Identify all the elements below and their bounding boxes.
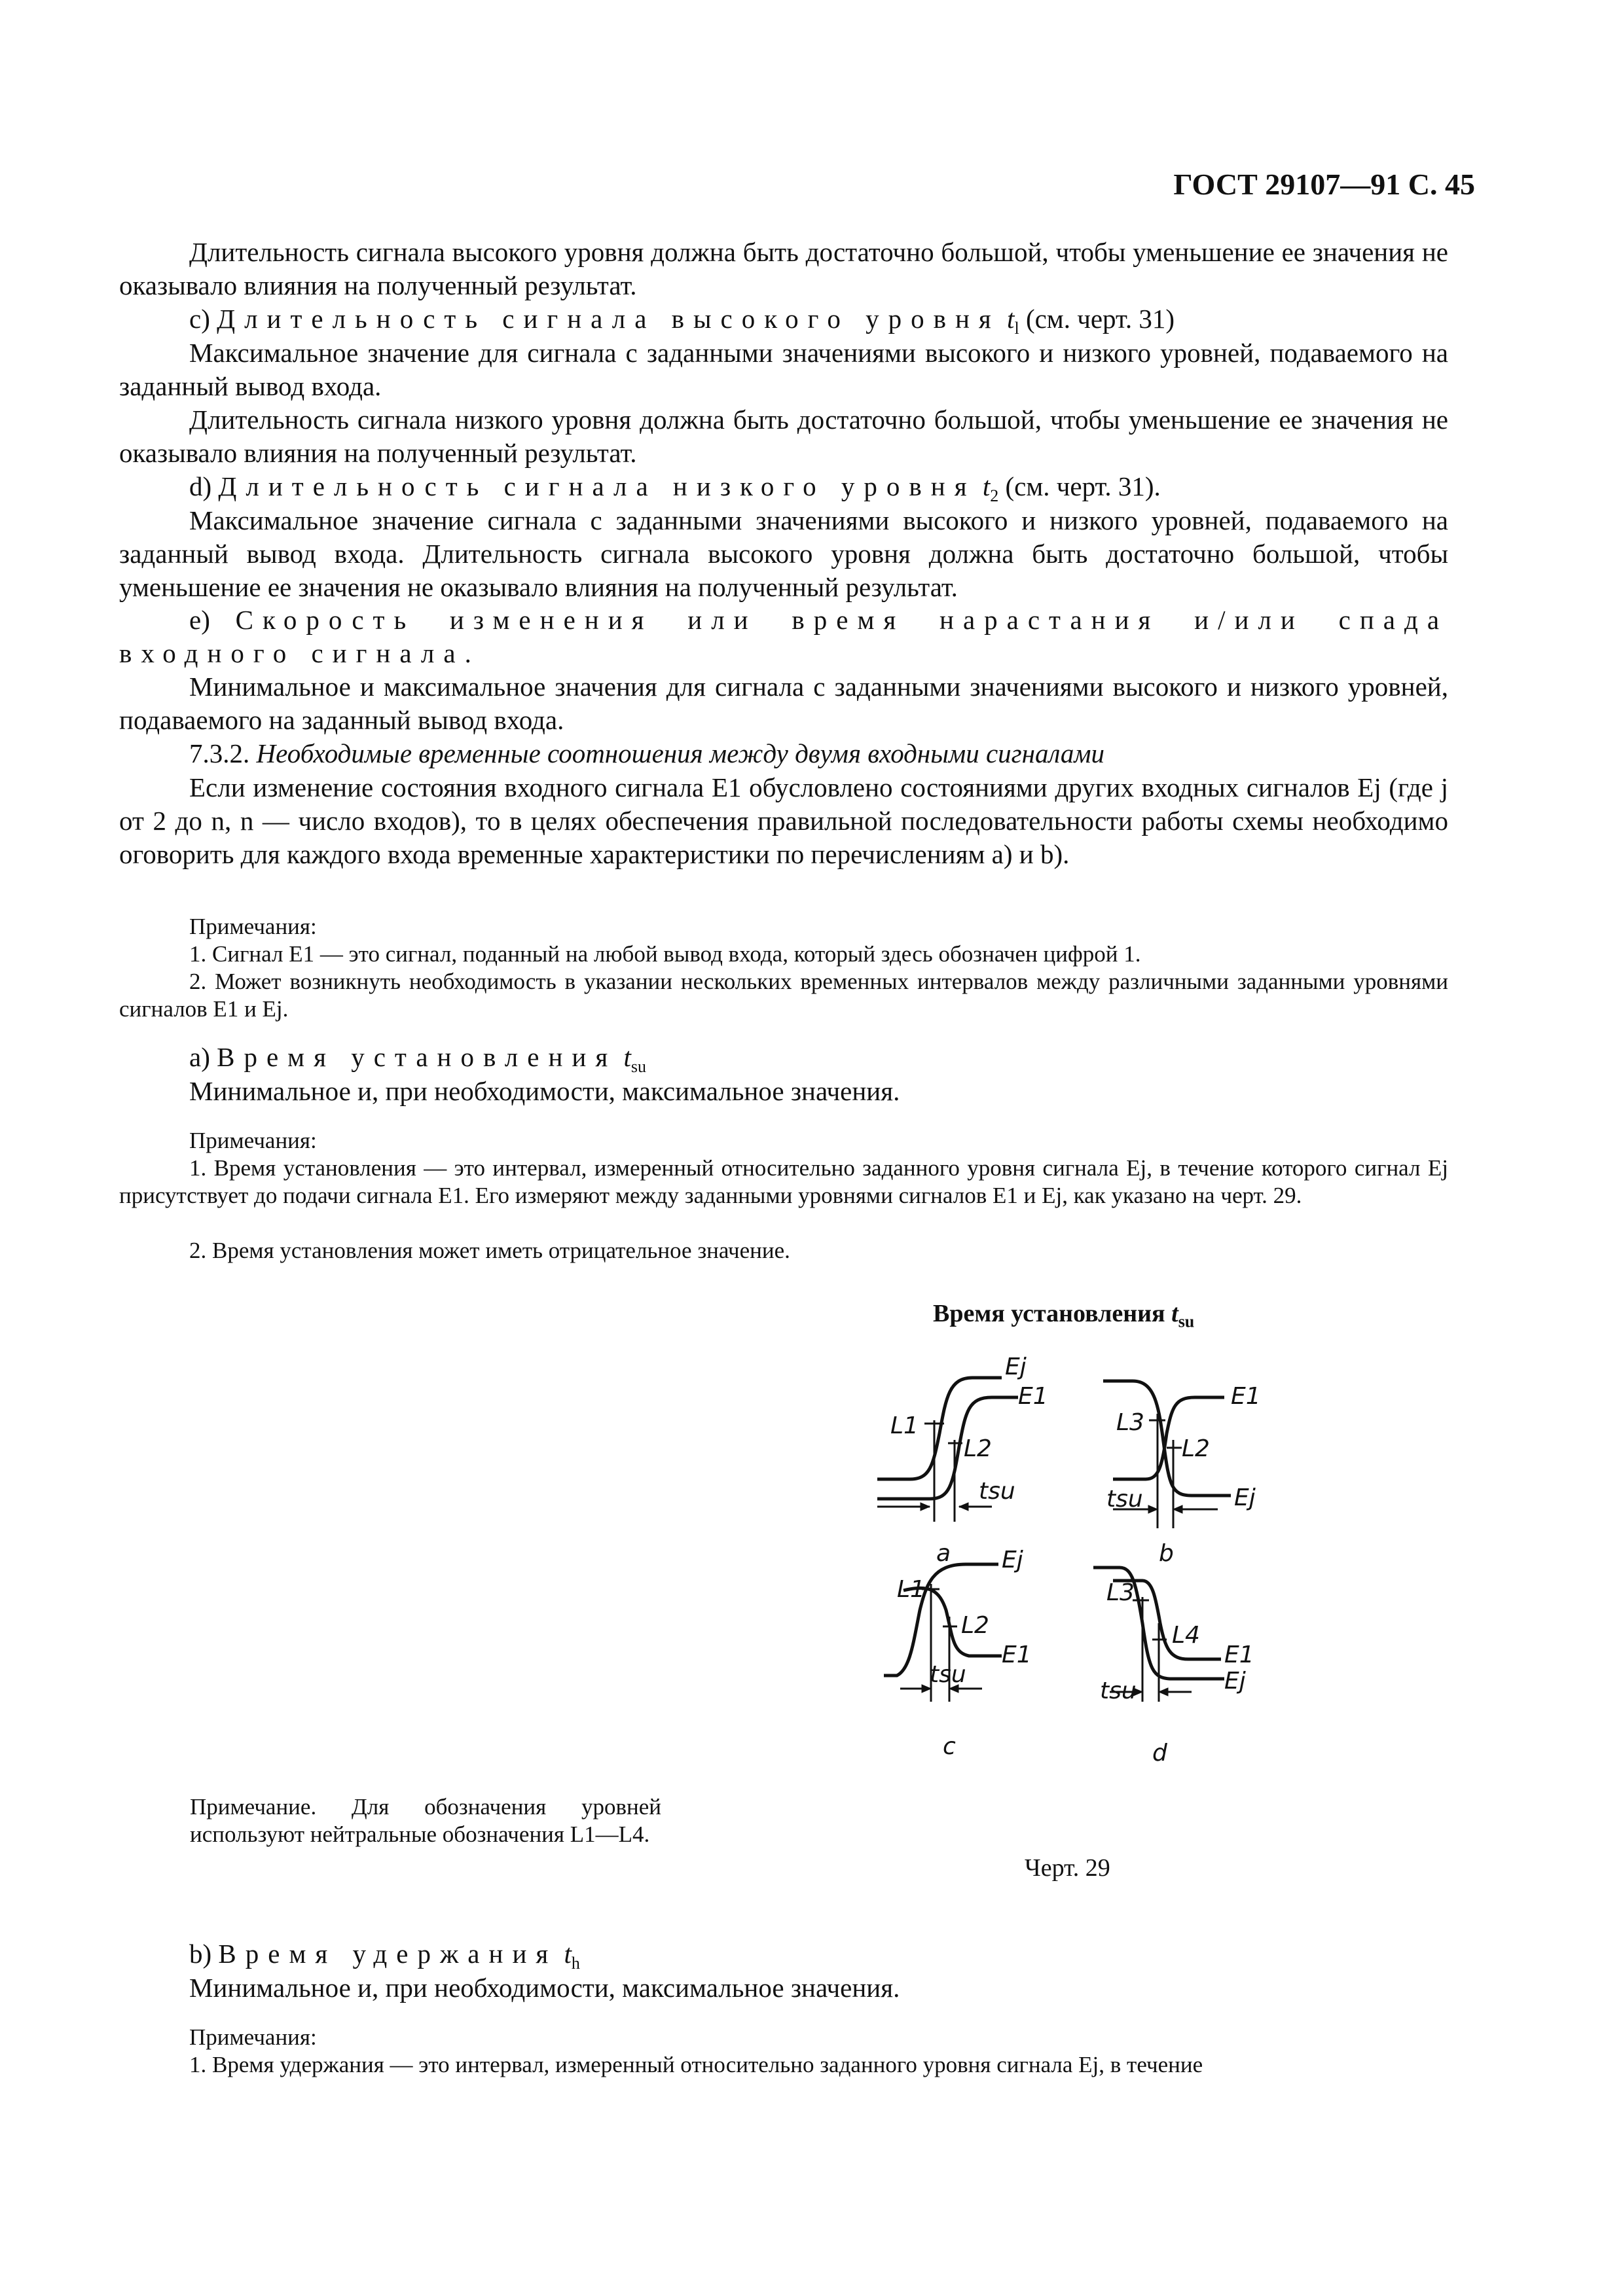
panel-label-b: b <box>1159 1540 1174 1567</box>
note-item: 2. Может возникнуть необходимость в указании нескольких временных интервалов между различными заданными уровнями сигналов E1 и Ej. <box>119 969 1448 1022</box>
panel-label-a: a <box>936 1540 951 1567</box>
note-item: 1. Время удержания — это интервал, измеренный относительно заданного уровня сигнала Ej, в течение <box>189 2052 1203 2077</box>
label-l4: L4 <box>1172 1622 1200 1649</box>
paragraph: Максимальное значение для сигнала с заданными значениями высокого и низкого уровней, подаваемого на заданный вывод входа. <box>119 338 1448 401</box>
label-l1: L1 <box>897 1576 925 1603</box>
label-l3: L3 <box>1106 1579 1135 1606</box>
label-ej: Ej <box>1002 1547 1023 1573</box>
item-e-heading: е) Скорость изменения или время нарастания и/или спада входного сигнала. <box>119 605 1449 668</box>
label-tsu: tsu <box>930 1661 966 1688</box>
figure-caption: Черт. 29 <box>1025 1854 1110 1882</box>
label-e1: E1 <box>1002 1641 1032 1668</box>
label-e1: E1 <box>1231 1383 1261 1410</box>
item-c-heading: с) Длительность сигнала высокого уровня $t_l$ (см. черт. 31) <box>189 304 1175 338</box>
paragraph: Минимальное и максимальное значения для сигнала с заданными значениями высокого и низкого уровней, подаваемого на заданный вывод входа. <box>119 672 1448 735</box>
label-tsu: tsu <box>1106 1486 1143 1513</box>
panel-label-d: d <box>1152 1740 1167 1767</box>
item-b-heading: b) Время удержания $t_h$ <box>189 1939 580 1973</box>
label-e1: E1 <box>1018 1383 1048 1410</box>
timing-diagram <box>851 1335 1322 1833</box>
paragraph: Минимальное и, при необходимости, максимальное значения. <box>189 1076 900 1106</box>
paragraph: Длительность сигнала высокого уровня должна быть достаточно большой, чтобы уменьшение ее значения не оказывало влияния на полученный результат. <box>119 237 1448 300</box>
item-d-heading: d) Длительность сигнала низкого уровня $t_2$ (см. черт. 31). <box>189 471 1161 506</box>
figure-title: Время установления $t_{su}$ <box>933 1300 1195 1331</box>
panel-label-c: c <box>943 1733 956 1760</box>
label-l2: L2 <box>961 1612 989 1639</box>
note-item: 1. Сигнал E1 — это сигнал, поданный на любой вывод входа, который здесь обозначен цифрой 1. <box>189 941 1141 967</box>
label-l2: L2 <box>1182 1435 1210 1462</box>
notes-heading: Примечания: <box>189 2024 317 2050</box>
label-ej: Ej <box>1234 1484 1256 1511</box>
label-l3: L3 <box>1116 1409 1144 1436</box>
label-tsu: tsu <box>1100 1677 1137 1704</box>
notes-heading: Примечания: <box>189 1128 317 1153</box>
figure-note: Примечание. Для обозначения уровней используют нейтральные обозначения L1—L4. <box>190 1794 661 1847</box>
paragraph: Минимальное и, при необходимости, максимальное значения. <box>189 1973 900 2003</box>
paragraph: Длительность сигнала низкого уровня должна быть достаточно большой, чтобы уменьшение ее значения не оказывало влияния на полученный результат. <box>119 404 1448 468</box>
label-ej: Ej <box>1224 1668 1246 1695</box>
paragraph: Максимальное значение сигнала с заданными значениями высокого и низкого уровней, подаваемого на заданный вывод входа. Длительность сигнала высокого уровня должна быть достаточно большой, чтобы уменьшение ее значения не оказывало влияния на полученный результат. <box>119 505 1448 602</box>
label-l2: L2 <box>964 1435 992 1462</box>
notes-heading: Примечания: <box>189 914 317 939</box>
label-e1: E1 <box>1224 1641 1254 1668</box>
item-a-heading: а) Время установления $t_{su}$ <box>189 1042 646 1077</box>
page-header: ГОСТ 29107—91 С. 45 <box>1173 168 1475 201</box>
note-item: 1. Время установления — это интервал, измеренный относительно заданного уровня сигнала Ej, в течение которого сигнал Ej присутствует до подачи сигнала E1. Его измеряют между заданными уровнями сигналов E1 и Ej, как указано на черт. 29. <box>119 1155 1448 1208</box>
section-7-3-2-heading: 7.3.2. Необходимые временные соотношения между двумя входными сигналами <box>189 738 1105 768</box>
note-item: 2. Время установления может иметь отрицательное значение. <box>189 1238 790 1263</box>
label-ej: Ej <box>1005 1354 1027 1380</box>
label-l1: L1 <box>890 1412 919 1439</box>
label-tsu: tsu <box>979 1478 1015 1505</box>
paragraph: Если изменение состояния входного сигнала E1 обусловлено состояниями других входных сигналов Ej (где j от 2 до n, n — число входов), то в целях обеспечения правильной последовательности работы схемы необходимо оговорить для каждого входа временные характеристики по перечислениям а) и b). <box>119 772 1448 869</box>
